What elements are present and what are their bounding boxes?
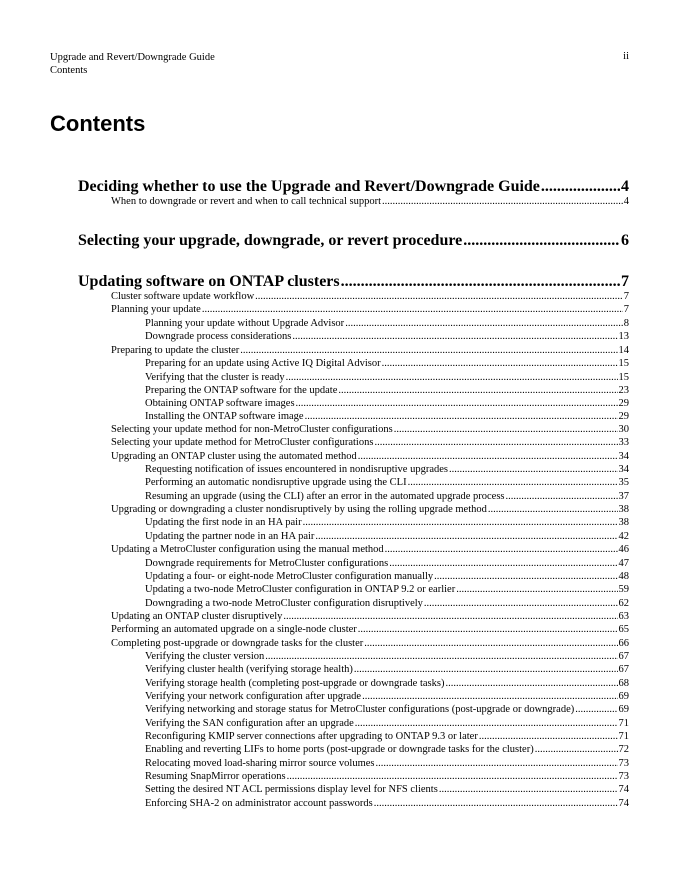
toc-entry[interactable] bbox=[111, 290, 629, 304]
toc-entry-title: Setting the desired NT ACL permissions display level for NFS clients bbox=[145, 784, 438, 795]
toc-entry-title: Updating a two-node MetroCluster configuration in ONTAP 9.2 or earlier bbox=[145, 584, 456, 595]
toc-entry[interactable] bbox=[111, 344, 629, 358]
toc-entry-page: 42 bbox=[618, 531, 629, 542]
toc-entry-page: 74 bbox=[618, 798, 629, 809]
toc-entry-page: 66 bbox=[618, 638, 629, 649]
toc-entry-page: 47 bbox=[618, 558, 629, 569]
toc-entry[interactable] bbox=[145, 463, 629, 477]
toc-entry-title: Enforcing SHA-2 on administrator account passwords bbox=[145, 798, 373, 809]
toc-entry[interactable] bbox=[78, 272, 629, 292]
toc-entry[interactable] bbox=[145, 650, 629, 664]
toc-entry[interactable] bbox=[145, 516, 629, 530]
toc-entry-page: 15 bbox=[618, 372, 629, 383]
toc-entry-title: Completing post-upgrade or downgrade tasks for the cluster bbox=[111, 638, 364, 649]
toc-entry-page: 7 bbox=[623, 291, 629, 302]
toc-entry-page: 15 bbox=[618, 358, 629, 369]
page-title: Contents bbox=[50, 111, 146, 136]
toc-entry-title: Upgrading an ONTAP cluster using the automated method bbox=[111, 451, 357, 462]
toc-entry[interactable] bbox=[145, 597, 629, 611]
header-page-number: ii bbox=[623, 51, 629, 62]
toc-entry-page: 59 bbox=[618, 584, 629, 595]
toc-entry-page: 74 bbox=[618, 784, 629, 795]
toc-entry[interactable] bbox=[111, 623, 629, 637]
toc-entry[interactable] bbox=[145, 690, 629, 704]
toc-entry-title: Preparing the ONTAP software for the update bbox=[145, 385, 338, 396]
toc-entry[interactable] bbox=[111, 543, 629, 557]
toc-entry[interactable] bbox=[145, 557, 629, 571]
toc-entry-page: 73 bbox=[618, 758, 629, 769]
toc-entry[interactable] bbox=[145, 330, 629, 344]
toc-entry-page: 30 bbox=[618, 424, 629, 435]
toc-entry[interactable] bbox=[145, 357, 629, 371]
toc-leader-dots bbox=[535, 743, 618, 757]
toc-entry[interactable] bbox=[111, 450, 629, 464]
toc-entry-page: 29 bbox=[618, 411, 629, 422]
toc-leader-dots bbox=[445, 677, 617, 691]
toc-entry[interactable] bbox=[111, 436, 629, 450]
toc-leader-dots bbox=[375, 757, 617, 771]
toc-entry-title: Updating a MetroCluster configuration using the manual method bbox=[111, 544, 384, 555]
toc-entry[interactable] bbox=[145, 410, 629, 424]
toc-entry[interactable] bbox=[145, 770, 629, 784]
toc-leader-dots bbox=[286, 371, 618, 385]
toc-entry-title: Reconfiguring KMIP server connections after upgrading to ONTAP 9.3 or later bbox=[145, 731, 478, 742]
toc-entry-title: Preparing to update the cluster bbox=[111, 345, 240, 356]
toc-entry-title: Selecting your update method for MetroCluster configurations bbox=[111, 437, 374, 448]
toc-leader-dots bbox=[434, 570, 617, 584]
toc-entry[interactable] bbox=[145, 476, 629, 490]
toc-leader-dots bbox=[424, 597, 618, 611]
toc-entry-page: 4 bbox=[623, 196, 629, 207]
toc-leader-dots bbox=[449, 463, 618, 477]
toc-entry-title: Verifying cluster health (verifying storage health) bbox=[145, 664, 353, 675]
toc-leader-dots bbox=[506, 490, 618, 504]
toc-entry-page: 4 bbox=[621, 178, 629, 195]
toc-entry[interactable] bbox=[78, 231, 629, 251]
toc-entry-page: 69 bbox=[618, 704, 629, 715]
toc-entry[interactable] bbox=[145, 743, 629, 757]
toc-entry-page: 37 bbox=[618, 491, 629, 502]
toc-leader-dots bbox=[382, 357, 618, 371]
toc-entry-page: 69 bbox=[618, 691, 629, 702]
toc-entry-page: 29 bbox=[618, 398, 629, 409]
toc-entry[interactable] bbox=[111, 423, 629, 437]
toc-entry[interactable] bbox=[145, 717, 629, 731]
toc-leader-dots bbox=[345, 317, 623, 331]
toc-entry[interactable] bbox=[111, 610, 629, 624]
toc-leader-dots bbox=[358, 450, 618, 464]
toc-entry[interactable] bbox=[111, 195, 629, 209]
toc-entry-page: 23 bbox=[618, 385, 629, 396]
toc-entry[interactable] bbox=[145, 757, 629, 771]
toc-entry-page: 34 bbox=[618, 451, 629, 462]
toc-leader-dots bbox=[240, 344, 617, 358]
toc-entry[interactable] bbox=[145, 490, 629, 504]
toc-entry[interactable] bbox=[145, 783, 629, 797]
toc-entry-page: 71 bbox=[618, 718, 629, 729]
toc-entry-page: 7 bbox=[623, 304, 629, 315]
toc-leader-dots bbox=[292, 330, 617, 344]
toc-leader-dots bbox=[385, 543, 618, 557]
toc-leader-dots bbox=[362, 690, 617, 704]
toc-entry[interactable] bbox=[145, 797, 629, 811]
toc-entry-title: Verifying your network configuration after upgrade bbox=[145, 691, 362, 702]
toc-entry[interactable] bbox=[145, 677, 629, 691]
toc-entry-title: Relocating moved load-sharing mirror source volumes bbox=[145, 758, 375, 769]
toc-entry[interactable] bbox=[78, 177, 629, 197]
toc-entry-page: 73 bbox=[618, 771, 629, 782]
toc-leader-dots bbox=[358, 623, 618, 637]
toc-entry-title: Updating an ONTAP cluster disruptively bbox=[111, 611, 283, 622]
toc-entry-title: Verifying networking and storage status for MetroCluster configurations (post-upgrade or downgrade) bbox=[145, 704, 575, 715]
toc-entry-page: 46 bbox=[618, 544, 629, 555]
toc-leader-dots bbox=[355, 717, 618, 731]
toc-leader-dots bbox=[374, 436, 617, 450]
toc-entry-title: Cluster software update workflow bbox=[111, 291, 255, 302]
toc-leader-dots bbox=[354, 663, 618, 677]
toc-leader-dots bbox=[389, 557, 617, 571]
toc-leader-dots bbox=[265, 650, 617, 664]
toc-entry-page: 7 bbox=[621, 273, 629, 290]
toc-leader-dots bbox=[305, 410, 618, 424]
toc-entry-page: 68 bbox=[618, 678, 629, 689]
toc-entry-page: 8 bbox=[623, 318, 629, 329]
toc-entry[interactable] bbox=[145, 703, 629, 717]
toc-entry-page: 14 bbox=[618, 345, 629, 356]
toc-entry-page: 63 bbox=[618, 611, 629, 622]
toc-leader-dots bbox=[315, 530, 617, 544]
toc-leader-dots bbox=[296, 397, 618, 411]
toc-leader-dots bbox=[541, 177, 620, 197]
toc-leader-dots bbox=[283, 610, 617, 624]
toc-entry[interactable] bbox=[145, 371, 629, 385]
toc-entry[interactable] bbox=[145, 530, 629, 544]
toc-leader-dots bbox=[374, 797, 618, 811]
toc-entry-page: 67 bbox=[618, 664, 629, 675]
toc-leader-dots bbox=[287, 770, 618, 784]
toc-entry-page: 71 bbox=[618, 731, 629, 742]
toc-entry-title: Downgrade requirements for MetroCluster configurations bbox=[145, 558, 389, 569]
toc-entry-title: Performing an automatic nondisruptive upgrade using the CLI bbox=[145, 477, 407, 488]
toc-leader-dots bbox=[255, 290, 623, 304]
header-doc-title: Upgrade and Revert/Downgrade Guide bbox=[50, 52, 215, 63]
toc-entry[interactable] bbox=[145, 730, 629, 744]
toc-leader-dots bbox=[202, 303, 623, 317]
toc-entry-title: When to downgrade or revert and when to call technical support bbox=[111, 196, 381, 207]
toc-entry-title: Upgrading or downgrading a cluster nondisruptively by using the rolling upgrade method bbox=[111, 504, 487, 515]
toc-leader-dots bbox=[303, 516, 618, 530]
toc-entry-title: Downgrading a two-node MetroCluster configuration disruptively bbox=[145, 598, 423, 609]
toc-entry-title: Resuming an upgrade (using the CLI) after an error in the automated upgrade process bbox=[145, 491, 505, 502]
toc-entry-page: 34 bbox=[618, 464, 629, 475]
toc-entry-title: Deciding whether to use the Upgrade and Revert/Downgrade Guide bbox=[78, 178, 540, 195]
toc-leader-dots bbox=[439, 783, 618, 797]
toc-entry-title: Planning your update without Upgrade Advisor bbox=[145, 318, 345, 329]
toc-entry-title: Planning your update bbox=[111, 304, 201, 315]
toc-entry-title: Installing the ONTAP software image bbox=[145, 411, 304, 422]
toc-leader-dots bbox=[341, 272, 620, 292]
toc-entry-title: Verifying that the cluster is ready bbox=[145, 372, 285, 383]
header-section: Contents bbox=[50, 65, 88, 76]
toc-leader-dots bbox=[394, 423, 618, 437]
toc-entry-title: Selecting your upgrade, downgrade, or revert procedure bbox=[78, 232, 463, 249]
toc-entry[interactable] bbox=[145, 384, 629, 398]
toc-entry-page: 13 bbox=[618, 331, 629, 342]
toc-entry-title: Verifying the SAN configuration after an upgrade bbox=[145, 718, 354, 729]
toc-entry[interactable] bbox=[145, 397, 629, 411]
toc-entry-title: Requesting notification of issues encountered in nondisruptive upgrades bbox=[145, 464, 448, 475]
toc-leader-dots bbox=[382, 195, 623, 209]
toc-entry-title: Updating a four- or eight-node MetroCluster configuration manually bbox=[145, 571, 434, 582]
toc-leader-dots bbox=[488, 503, 618, 517]
toc-entry-title: Downgrade process considerations bbox=[145, 331, 292, 342]
toc-entry-title: Performing an automated upgrade on a single-node cluster bbox=[111, 624, 357, 635]
running-header bbox=[50, 51, 215, 77]
toc-entry-title: Verifying storage health (completing post-upgrade or downgrade tasks) bbox=[145, 678, 445, 689]
toc-leader-dots bbox=[456, 583, 617, 597]
toc-entry-page: 62 bbox=[618, 598, 629, 609]
toc-entry-title: Enabling and reverting LIFs to home ports (post-upgrade or downgrade tasks for the cluster) bbox=[145, 744, 534, 755]
toc-leader-dots bbox=[479, 730, 618, 744]
toc-entry-title: Verifying the cluster version bbox=[145, 651, 265, 662]
toc-entry-title: Updating software on ONTAP clusters bbox=[78, 273, 340, 290]
toc-entry[interactable] bbox=[111, 503, 629, 517]
toc-entry-page: 35 bbox=[618, 477, 629, 488]
toc-entry[interactable] bbox=[145, 583, 629, 597]
toc-leader-dots bbox=[408, 476, 618, 490]
toc-entry[interactable] bbox=[145, 317, 629, 331]
toc-leader-dots bbox=[575, 703, 617, 717]
toc-entry-title: Resuming SnapMirror operations bbox=[145, 771, 286, 782]
toc-entry-title: Selecting your update method for non-MetroCluster configurations bbox=[111, 424, 393, 435]
toc-entry-title: Obtaining ONTAP software images bbox=[145, 398, 295, 409]
toc-leader-dots bbox=[364, 637, 617, 651]
toc-entry-page: 38 bbox=[618, 517, 629, 528]
toc-entry-title: Preparing for an update using Active IQ Digital Advisor bbox=[145, 358, 381, 369]
toc-entry-page: 38 bbox=[618, 504, 629, 515]
toc-entry[interactable] bbox=[111, 637, 629, 651]
toc-entry-title: Updating the first node in an HA pair bbox=[145, 517, 302, 528]
toc-entry-page: 48 bbox=[618, 571, 629, 582]
toc-entry-page: 72 bbox=[618, 744, 629, 755]
toc-entry-title: Updating the partner node in an HA pair bbox=[145, 531, 315, 542]
toc-entry-page: 65 bbox=[618, 624, 629, 635]
toc-entry-page: 6 bbox=[621, 232, 629, 249]
toc-leader-dots bbox=[338, 384, 617, 398]
toc-entry[interactable] bbox=[145, 663, 629, 677]
toc-entry-page: 67 bbox=[618, 651, 629, 662]
toc-entry[interactable] bbox=[145, 570, 629, 584]
toc-entry-page: 33 bbox=[618, 437, 629, 448]
toc-entry[interactable] bbox=[111, 303, 629, 317]
toc-leader-dots bbox=[463, 231, 620, 251]
